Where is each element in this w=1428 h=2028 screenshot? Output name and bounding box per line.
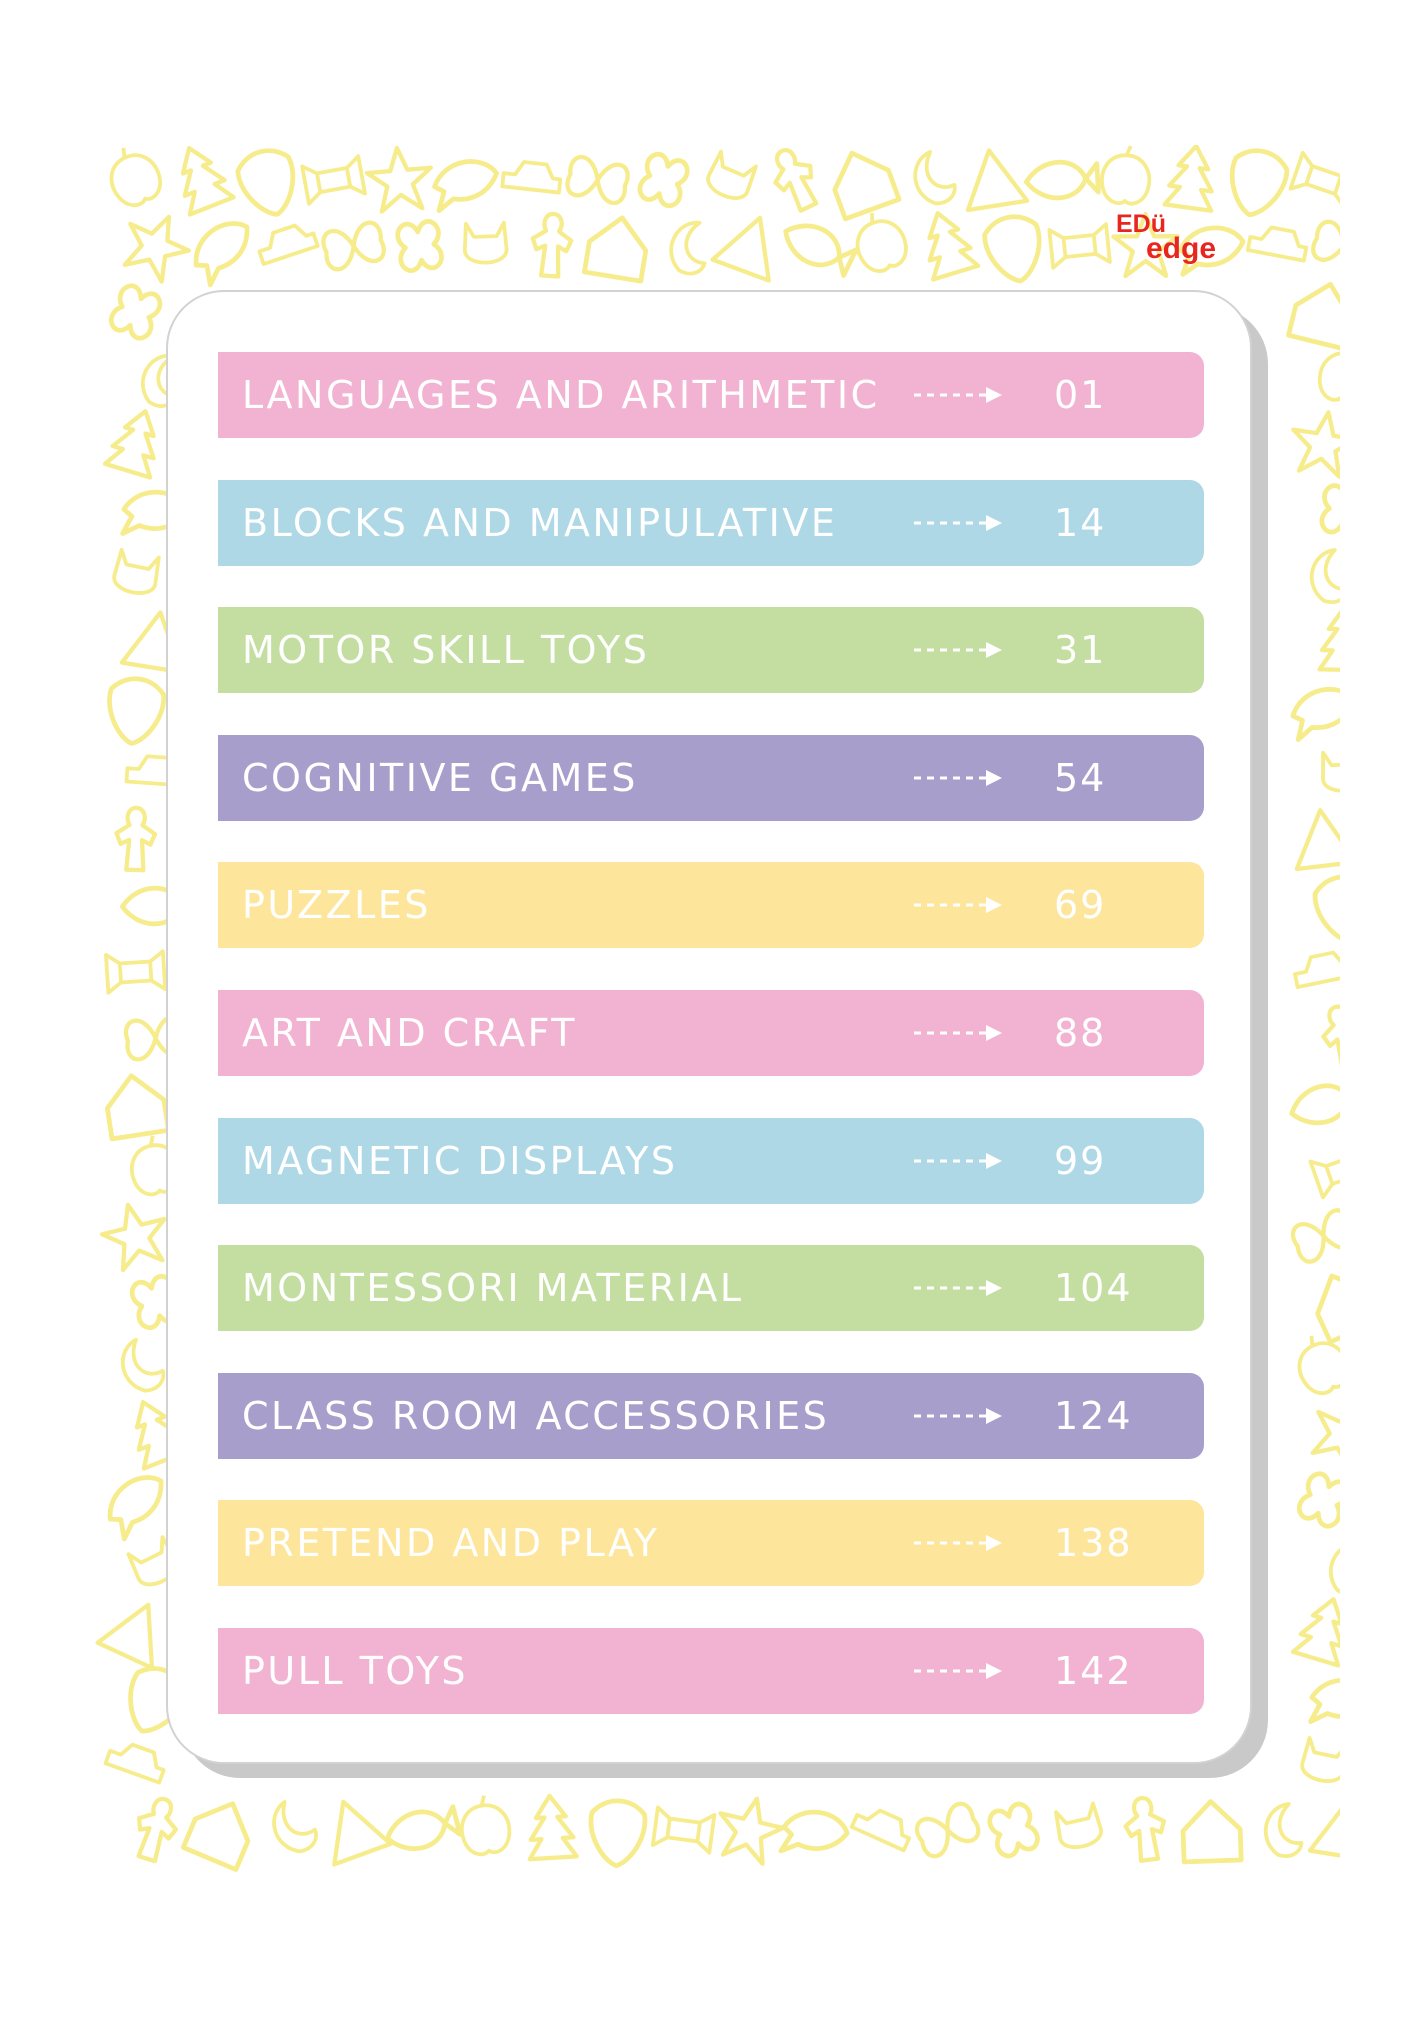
tree-icon	[1165, 145, 1220, 211]
apple-icon	[457, 1793, 513, 1857]
moon-icon	[265, 1795, 321, 1858]
star-icon	[365, 145, 434, 212]
house-icon	[1306, 1264, 1340, 1342]
toc-label: PULL TOYS	[242, 1648, 469, 1693]
dashed-arrow-icon	[912, 641, 1004, 659]
toc-row[interactable]	[218, 1245, 1204, 1331]
toc-page-number: 124	[1054, 1393, 1133, 1438]
toc-label: BLOCKS AND MANIPULATIVE	[242, 500, 838, 545]
toc-row[interactable]	[218, 1628, 1204, 1714]
toc-row[interactable]	[218, 1373, 1204, 1459]
house-icon	[1182, 1800, 1241, 1861]
person-icon	[128, 1794, 183, 1865]
car-icon	[106, 1738, 169, 1782]
candy-icon	[653, 1807, 715, 1852]
toc-page-number: 14	[1054, 500, 1107, 545]
dashed-arrow-icon	[912, 1407, 1004, 1425]
fish-icon	[1287, 1076, 1340, 1131]
person-icon	[116, 807, 156, 870]
cat-icon	[1054, 1803, 1104, 1851]
dashed-arrow-icon	[912, 386, 1004, 404]
candy-icon	[106, 951, 165, 993]
tree-icon	[105, 404, 168, 477]
toc-label: MAGNETIC DISPLAYS	[242, 1138, 678, 1183]
house-icon	[103, 1071, 168, 1138]
fish-icon	[778, 215, 858, 278]
toc-label: MOTOR SKILL TOYS	[242, 628, 650, 673]
butterfly-icon	[565, 155, 630, 205]
toc-page-number: 104	[1054, 1266, 1133, 1311]
toc-label: ART AND CRAFT	[242, 1010, 577, 1055]
flower-icon	[1321, 485, 1340, 536]
candy-icon	[302, 156, 365, 204]
toc-label: PUZZLES	[242, 883, 431, 928]
toc-page-number: 142	[1054, 1648, 1133, 1693]
strawberry-icon	[105, 676, 166, 747]
eduedge-logo	[1112, 205, 1242, 265]
toc-row[interactable]	[218, 862, 1204, 948]
bird-icon	[776, 1802, 851, 1869]
toc-row[interactable]	[218, 735, 1204, 821]
strawberry-icon	[234, 145, 304, 222]
triangle-icon	[1290, 807, 1340, 869]
tree-icon	[526, 1794, 577, 1859]
person-icon	[1122, 1796, 1168, 1863]
dashed-arrow-icon	[912, 1152, 1004, 1170]
bird-icon	[100, 1470, 177, 1540]
dashed-arrow-icon	[912, 1662, 1004, 1680]
car-icon	[1292, 949, 1340, 987]
cat-icon	[1300, 1737, 1340, 1784]
moon-icon	[909, 148, 957, 208]
star-icon	[1287, 407, 1340, 478]
flower-icon	[108, 283, 163, 342]
house-icon	[1288, 277, 1340, 348]
star-icon	[114, 203, 198, 286]
triangle-icon	[315, 1792, 390, 1865]
flower-icon	[637, 152, 690, 209]
cat-icon	[704, 151, 758, 204]
candy-icon	[1049, 224, 1110, 268]
dashed-arrow-icon	[912, 769, 1004, 787]
candy-icon	[1310, 1143, 1340, 1198]
triangle-icon	[713, 207, 789, 280]
tree-icon	[1293, 1592, 1340, 1665]
bird-icon	[1306, 1672, 1340, 1735]
apple-icon	[99, 145, 167, 212]
person-icon	[530, 213, 572, 277]
star-icon	[1302, 1391, 1340, 1474]
toc-row[interactable]	[218, 990, 1204, 1076]
cat-icon	[112, 549, 161, 596]
moon-icon	[666, 217, 715, 277]
bird-icon	[186, 216, 263, 286]
dashed-arrow-icon	[912, 514, 1004, 532]
bird-icon	[1292, 689, 1340, 740]
logo-bottom-text: edge	[1146, 232, 1217, 265]
toc-page-number: 69	[1054, 883, 1107, 928]
toc-row[interactable]	[218, 352, 1204, 438]
star-icon	[712, 1791, 789, 1866]
toc-page-number: 31	[1054, 628, 1107, 673]
dashed-arrow-icon	[912, 1279, 1004, 1297]
toc-label: PRETEND AND PLAY	[242, 1521, 660, 1566]
triangle-icon	[1310, 1796, 1340, 1860]
toc-label: CLASS ROOM ACCESSORIES	[242, 1393, 830, 1438]
triangle-icon	[959, 146, 1027, 210]
strawberry-icon	[589, 1800, 645, 1867]
dashed-arrow-icon	[912, 1024, 1004, 1042]
star-icon	[97, 1197, 174, 1273]
toc-page-number: 01	[1054, 373, 1107, 417]
house-icon	[584, 213, 650, 281]
toc-label: MONTESSORI MATERIAL	[242, 1266, 744, 1311]
car-icon	[852, 1803, 915, 1851]
toc-page-number: 138	[1054, 1521, 1133, 1566]
apple-icon	[1101, 145, 1150, 204]
triangle-icon	[98, 1592, 176, 1668]
toc-row[interactable]	[218, 1500, 1204, 1586]
moon-icon	[116, 1335, 167, 1396]
toc-row[interactable]	[218, 480, 1204, 566]
candy-icon	[1290, 153, 1340, 207]
flower-icon	[396, 220, 443, 272]
bird-icon	[434, 161, 497, 211]
toc-label: COGNITIVE GAMES	[242, 755, 638, 800]
toc-page-number: 54	[1054, 755, 1107, 800]
fish-icon	[1025, 160, 1098, 200]
dashed-arrow-icon	[912, 896, 1004, 914]
butterfly-icon	[913, 1800, 982, 1859]
logo-top-text: EDü	[1116, 210, 1166, 238]
butterfly-icon	[1310, 219, 1340, 272]
strawberry-icon	[1312, 873, 1340, 946]
toc-page-number: 88	[1054, 1010, 1107, 1055]
flower-icon	[987, 1801, 1041, 1858]
toc-row[interactable]	[218, 607, 1204, 693]
moon-icon	[1324, 1537, 1340, 1598]
strawberry-icon	[981, 212, 1047, 286]
toc-label: LANGUAGES AND ARITHMETIC	[242, 373, 880, 417]
flower-icon	[1296, 1471, 1340, 1530]
house-icon	[183, 1793, 259, 1870]
butterfly-icon	[1290, 1207, 1340, 1265]
toc-row[interactable]	[218, 1118, 1204, 1204]
tree-icon	[915, 206, 978, 279]
car-icon	[255, 221, 317, 264]
car-icon	[1248, 224, 1309, 261]
apple-icon	[1287, 1327, 1340, 1400]
cat-icon	[1321, 750, 1340, 792]
apple-icon	[1316, 340, 1340, 406]
dashed-arrow-icon	[912, 1534, 1004, 1552]
fish-icon	[383, 1803, 461, 1855]
car-icon	[502, 160, 562, 193]
moon-icon	[1264, 1803, 1304, 1857]
tree-icon	[167, 145, 234, 215]
person-icon	[1317, 1002, 1340, 1072]
house-icon	[825, 145, 899, 219]
butterfly-icon	[321, 221, 386, 272]
toc-page-number: 99	[1054, 1138, 1107, 1183]
cat-icon	[464, 223, 507, 264]
moon-icon	[1310, 549, 1340, 603]
table-of-contents	[218, 352, 1204, 1756]
person-icon	[764, 145, 825, 215]
tree-icon	[1320, 607, 1340, 670]
